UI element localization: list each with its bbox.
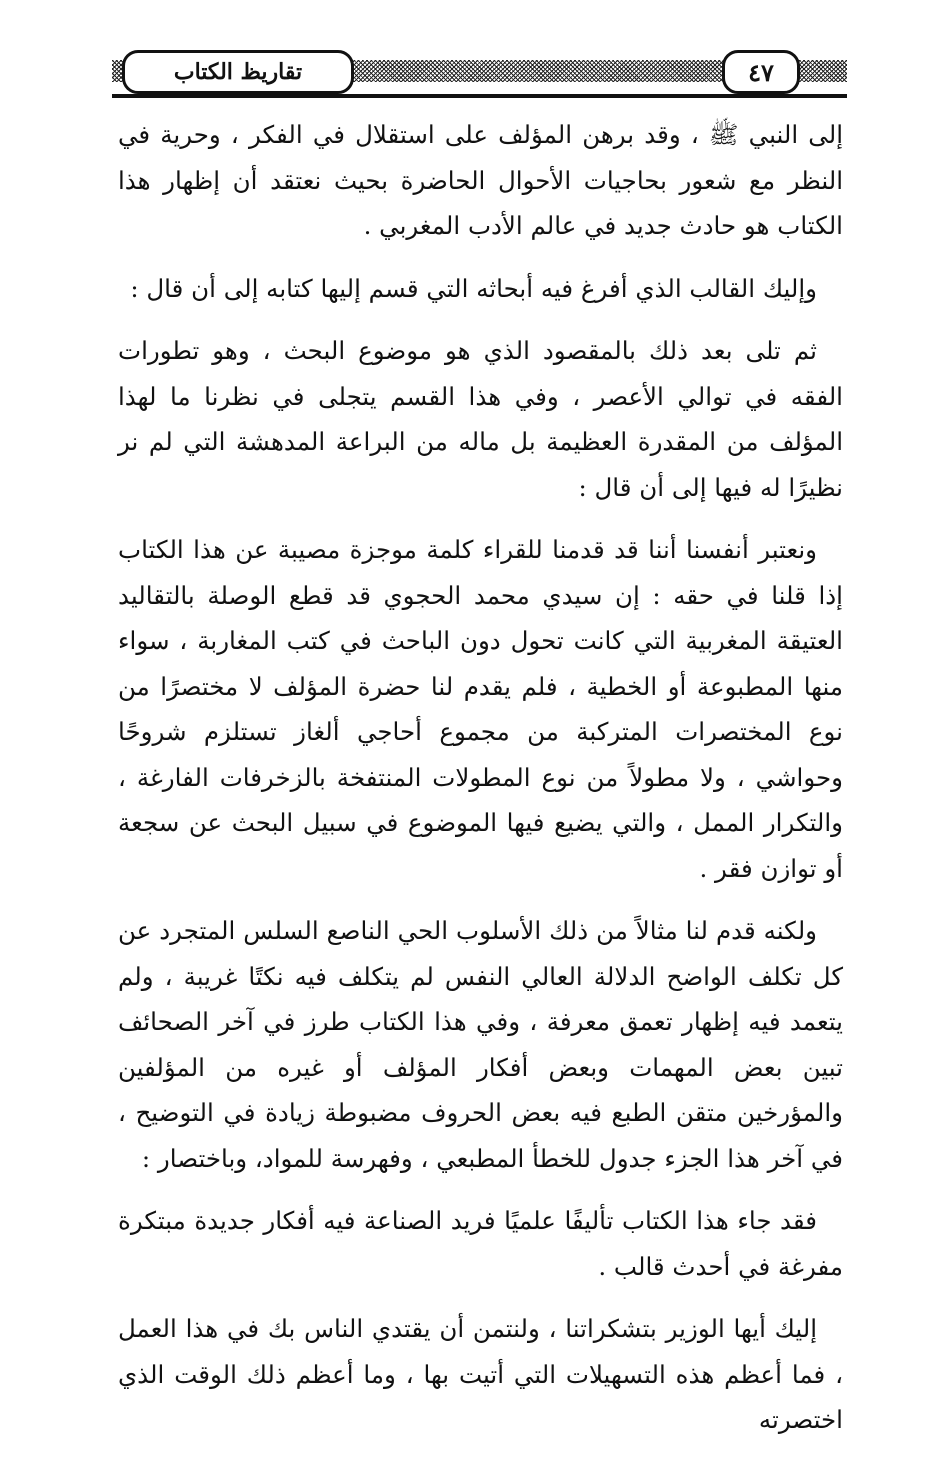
paragraph: إلى النبي ﷺ ، وقد برهن المؤلف على استقلال في الفكر ، وحرية في النظر مع شعور بحاجيات الأحوال الحاضرة بحيث نعتقد أن إظهار هذا الكتاب هو حادث جديد في عالم الأدب المغربي . [118,120,843,240]
page-header [112,46,847,98]
header-rule [112,94,847,98]
page-body [118,112,843,1460]
paragraph: ونعتبر أنفسنا أننا قد قدمنا للقراء كلمة موجزة مصيبة عن هذا الكتاب إذا قلنا في حقه : إن سيدي محمد الحجوي قد قطع الوصلة بالتقاليد العتيقة المغربية التي كانت تحول دون الباحث في كتب المغاربة ، سواء منها المطبوعة أو الخطية ، فلم يقدم لنا حضرة المؤلف لا مختصرًا من نوع المختصرات المتركبة من مجموع أحاجي ألغاز تستلزم شروحًا وحواشي ، ولا مطولاً من نوع المطولات المنتفخة بالزخرفات الفارغة ، والتكرار الممل ، والتي يضيع فيها الموضوع في سبيل البحث عن سجعة أو توازن فقر . [118,535,843,883]
paragraph: فقد جاء هذا الكتاب تأليفًا علميًا فريد الصناعة فيه أفكار جديدة مبتكرة مفرغة في أحدث قالب . [118,1206,843,1281]
paragraph: ثم تلى بعد ذلك بالمقصود الذي هو موضوع البحث ، وهو تطورات الفقه في توالي الأعصر ، وفي هذا القسم يتجلى في نظرنا ما لهذا المؤلف من المقدرة العظيمة بل ماله من البراعة المدهشة التي لم نر نظيرًا له فيها إلى أن قال : [118,336,843,502]
running-title: تقاريظ الكتاب [122,50,354,94]
paragraph: ولكنه قدم لنا مثالاً من ذلك الأسلوب الحي الناصع السلس المتجرد عن كل تكلف الواضح الدلالة العالي النفس لم يتكلف فيه نكتًا غريبة ، ولم يتعمد فيه إظهار تعمق معرفة ، وفي هذا الكتاب طرز في آخر الصحائف تبين بعض المهمات وبعض أفكار المؤلف أو غيره من المؤلفين والمؤرخين متقن الطبع فيه بعض الحروف مضبوطة زيادة في التوضيح ، في آخر هذا الجزء جدول للخطأ المطبعي ، وفهرسة للمواد، وباختصار : [118,916,843,1173]
paragraph: إليك أيها الوزير بتشكراتنا ، ولنتمن أن يقتدي الناس بك في هذا العمل ، فما أعظم هذه التسهيلات التي أتيت بها ، وما أعظم ذلك الوقت الذي اختصرته [118,1314,843,1434]
paragraph: وإليك القالب الذي أفرغ فيه أبحاثه التي قسم إليها كتابه إلى أن قال : [130,273,817,303]
page-number: ٤٧ [722,50,800,94]
